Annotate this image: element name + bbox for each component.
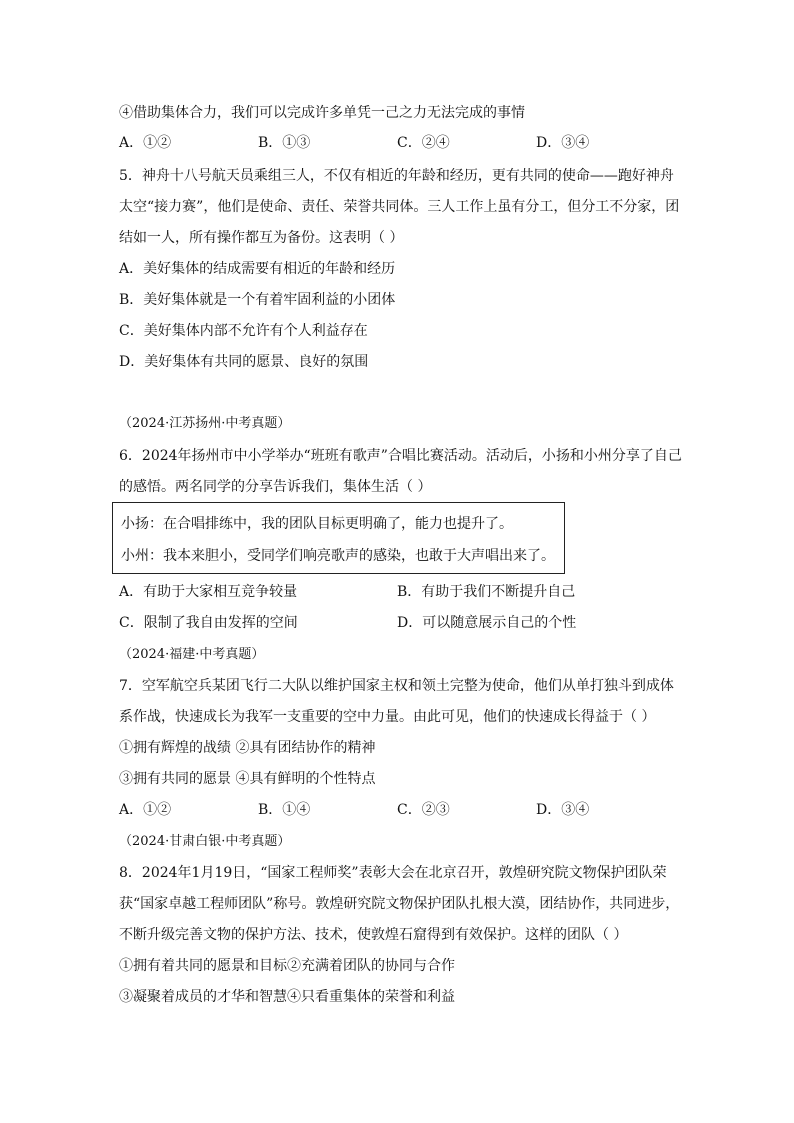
q8-items-line-2: ③凝聚着成员的才华和智慧④只看重集体的荣誉和利益: [119, 989, 455, 1005]
q4-option-c: C．②④: [397, 135, 450, 151]
q7-items-line-2: ③拥有共同的愿景 ④具有鲜明的个性特点: [119, 771, 376, 787]
q6-option-c: C．限制了我自由发挥的空间: [119, 615, 298, 631]
q7-option-c: C．②③: [397, 802, 450, 818]
q6-option-d: D．可以随意展示自己的个性: [397, 615, 577, 631]
q7-stem-line-1: 7．空军航空兵某团飞行二大队以维护国家主权和领土完整为使命，他们从单打独斗到成体: [119, 678, 674, 694]
q6-quote-box: [112, 502, 565, 574]
q8-stem-line-1: 8．2024年1月19日，“国家工程师奖”表彰大会在北京召开，敦煌研究院文物保护团队荣: [119, 865, 667, 881]
q6-quote-xiaozhou: 小州：我本来胆小，受同学们响亮歌声的感染，也敢于大声唱出来了。: [121, 548, 555, 564]
q7-stem-line-2: 系作战，快速成长为我军一支重要的空中力量。由此可见，他们的快速成长得益于（ ）: [119, 709, 656, 725]
q5-option-b: B．美好集体就是一个有着牢固利益的小团体: [119, 292, 396, 308]
q5-stem-line-2: 太空“接力赛”，他们是使命、责任、荣誉共同体。三人工作上虽有分工，但分工不分家，团: [119, 199, 680, 215]
q4-option-b: B．①③: [258, 135, 311, 151]
q6-stem-line-1: 6．2024年扬州市中小学举办“班班有歌声”合唱比赛活动。活动后，小扬和小州分享了自己: [119, 448, 682, 464]
q7-option-b: B．①④: [258, 802, 311, 818]
q6-option-a: A．有助于大家相互竞争较量: [119, 584, 298, 600]
q4-item-4: ④借助集体合力，我们可以完成许多单凭一己之力无法完成的事情: [119, 105, 525, 121]
q4-option-d: D．③④: [536, 135, 590, 151]
q5-stem-line-3: 结如一人，所有操作都互为备份。这表明（ ）: [119, 230, 404, 246]
q5-option-a: A．美好集体的结成需要有相近的年龄和经历: [119, 261, 396, 277]
q8-items-line-1: ①拥有着共同的愿景和目标②充满着团队的协同与合作: [119, 958, 455, 974]
q7-option-a: A．①②: [119, 802, 172, 818]
q6-stem-line-2: 的感悟。两名同学的分享告诉我们，集体生活（ ）: [119, 479, 432, 495]
q5-stem-line-1: 5．神舟十八号航天员乘组三人，不仅有相近的年龄和经历，更有共同的使命——跑好神舟: [119, 168, 674, 184]
q8-source: （2024·甘肃白银·中考真题）: [119, 834, 291, 849]
q5-option-d: D．美好集体有共同的愿景、良好的氛围: [119, 354, 369, 370]
q6-source: （2024·江苏扬州·中考真题）: [119, 416, 291, 431]
q7-option-d: D．③④: [536, 802, 590, 818]
q7-source: （2024·福建·中考真题）: [119, 647, 265, 662]
q8-stem-line-2: 获“国家卓越工程师团队”称号。敦煌研究院文物保护团队扎根大漠，团结协作，共同进步，: [119, 896, 680, 912]
q4-option-a: A．①②: [119, 135, 172, 151]
q5-option-c: C．美好集体内部不允许有个人利益存在: [119, 323, 368, 339]
q7-items-line-1: ①拥有辉煌的战绩 ②具有团结协作的精神: [119, 740, 376, 756]
q8-stem-line-3: 不断升级完善文物的保护方法、技术，使敦煌石窟得到有效保护。这样的团队（ ）: [119, 927, 628, 943]
q6-quote-xiaoyang: 小扬：在合唱排练中，我的团队目标更明确了，能力也提升了。: [121, 516, 513, 532]
q6-option-b: B．有助于我们不断提升自己: [397, 584, 576, 600]
